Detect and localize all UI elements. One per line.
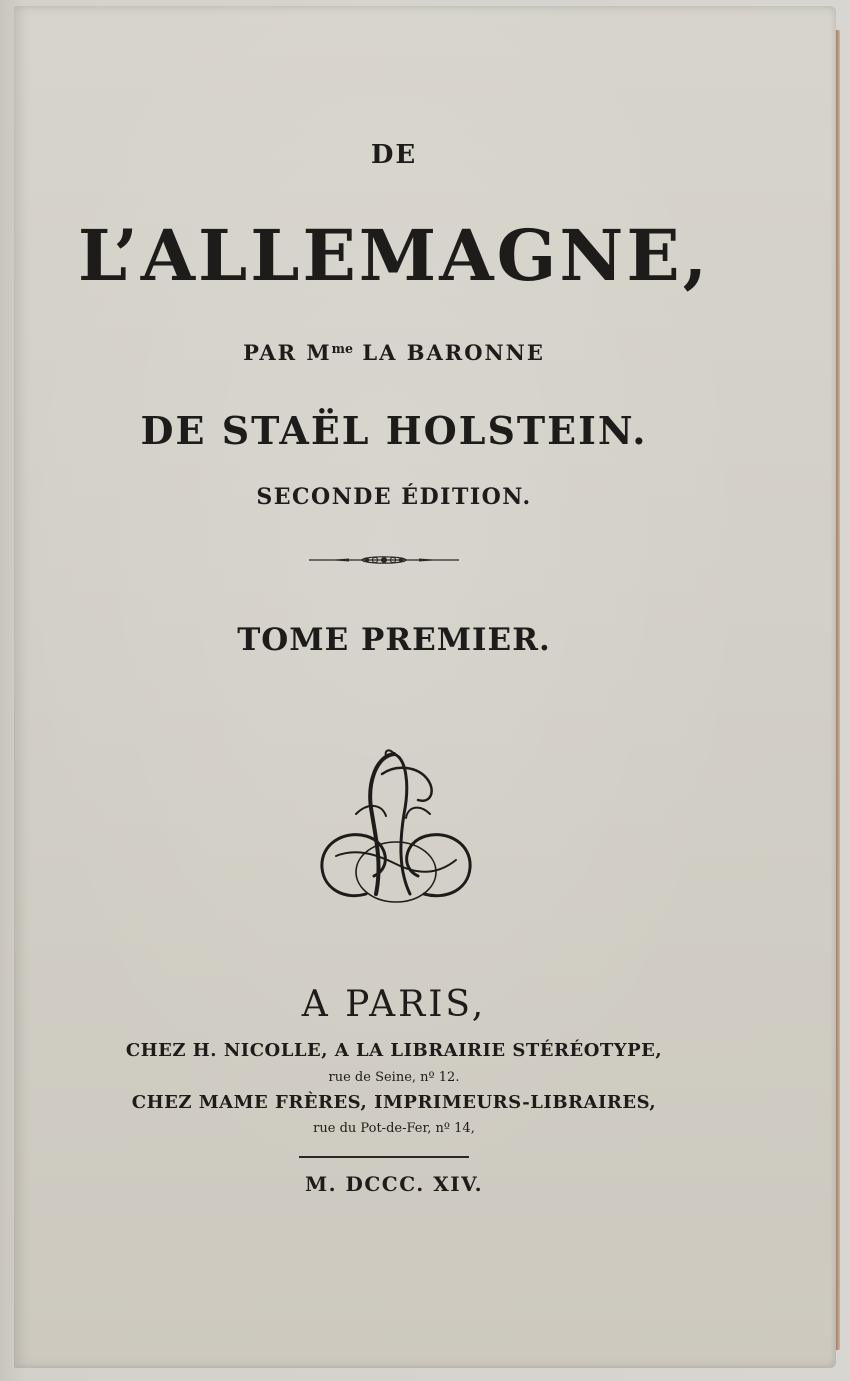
publisher-address-1: rue de Seine, nº 12.	[328, 1070, 460, 1085]
decorative-rule-icon	[309, 554, 459, 566]
title-page	[14, 6, 836, 1368]
author-name: DE STAËL HOLSTEIN.	[140, 408, 648, 453]
edition-line: SECONDE ÉDITION.	[256, 484, 532, 510]
publisher-monogram-icon	[306, 744, 484, 910]
publisher-line-1: CHEZ H. NICOLLE, A LA LIBRAIRIE STÉRÉOTYPE,	[125, 1040, 663, 1061]
imprint-city: A PARIS,	[301, 984, 487, 1025]
publisher-address-2: rue du Pot-de-Fer, nº 14,	[313, 1121, 475, 1136]
publication-date: M. DCCC. XIV.	[304, 1172, 484, 1196]
author-prefix-superscript: me	[331, 341, 354, 357]
author-prefix-line	[14, 340, 774, 365]
title-prefix: DE	[370, 140, 418, 170]
author-prefix-rest: LA BARONNE	[353, 340, 545, 365]
book-title: L’ALLEMAGNE,	[77, 214, 711, 297]
volume-line: TOME PREMIER.	[237, 622, 551, 658]
imprint-rule	[299, 1156, 469, 1158]
author-prefix: PAR M	[243, 340, 332, 365]
publisher-line-2: CHEZ MAME FRÈRES, IMPRIMEURS-LIBRAIRES,	[131, 1092, 657, 1113]
